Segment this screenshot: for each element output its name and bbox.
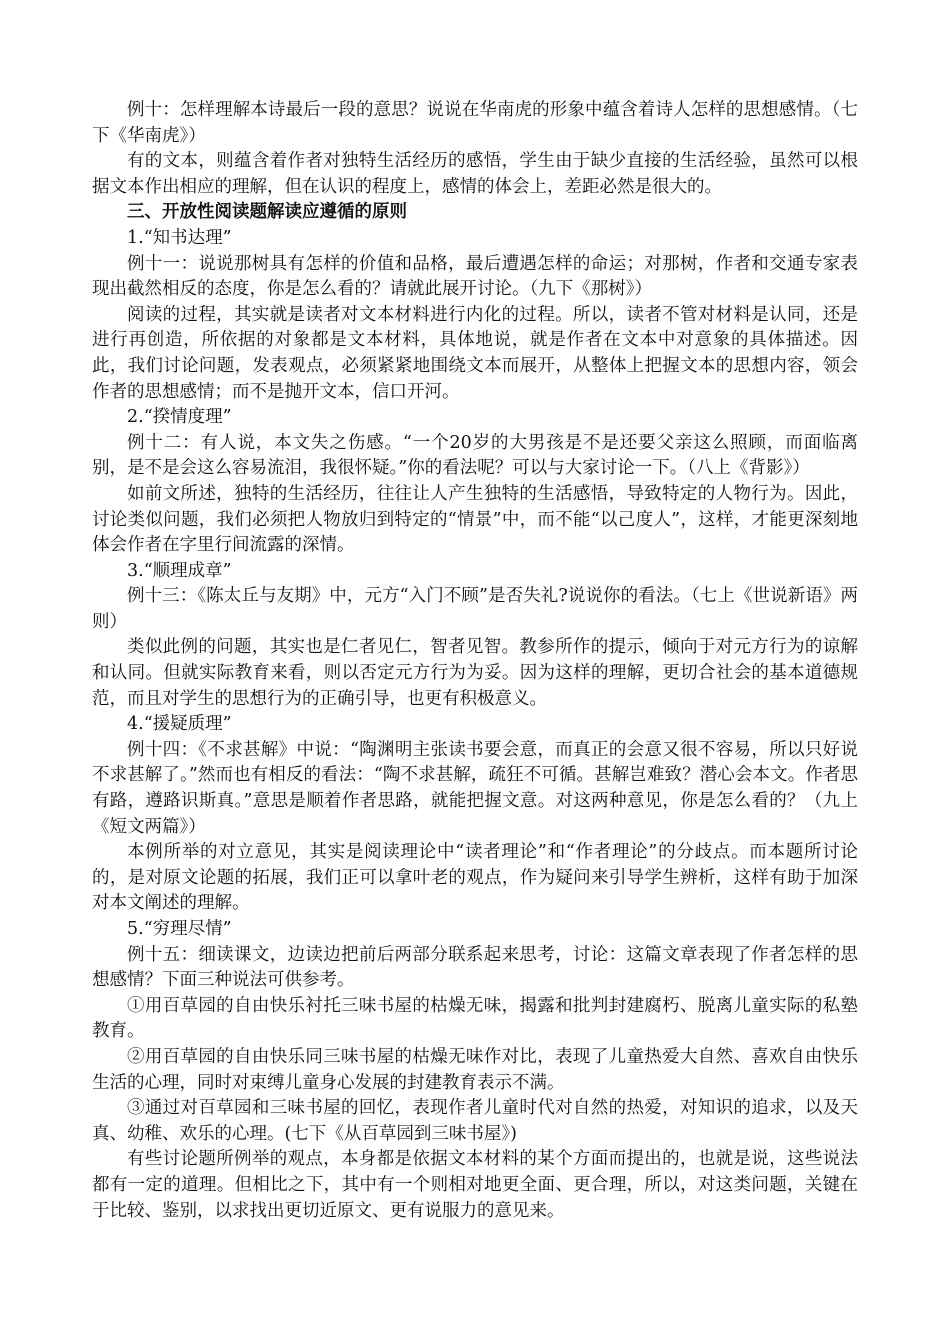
option-2: ②用百草园的自由快乐同三味书屋的枯燥无味作对比，表现了儿童热爱大自然、喜欢自由快乐生活的心理，同时对束缚儿童身心发展的封建教育表示不满。 <box>92 1046 858 1093</box>
paragraph-example-13: 例十三：《陈太丘与友期》中，元方“入门不顾”是否失礼?说说你的看法。（七上《世说新语》两则） <box>92 586 858 632</box>
paragraph-body: 本例所举的对立意见，其实是阅读理论中“读者理论”和“作者理论”的分歧点。而本题所讨论的，是对原文论题的拓展，我们正可以拿叶老的观点，作为疑问来引导学生辨析，这样有助于加深对本文阐述的理解。 <box>92 842 858 914</box>
paragraph-example-12: 例十二：有人说，本文失之伤感。“一个20岁的大男孩是不是还要父亲这么照顾，而面临离别，是不是会这么容易流泪，我很怀疑。”你的看法呢？可以与大家讨论一下。（八上《背影》） <box>92 432 858 479</box>
paragraph-body: 阅读的过程，其实就是读者对文本材料进行内化的过程。所以，读者不管对材料是认同，还是进行再创造，所依据的对象都是文本材料，具体地说，就是作者在文本中对意象的具体描述。因此，我们讨论问题，发表观点，必须紧紧地围绕文本而展开，从整体上把握文本的思想内容，领会作者的思想感情；而不是抛开文本，信口开河。 <box>92 304 858 402</box>
subheading-4: 4.“援疑质理” <box>127 714 232 735</box>
paragraph-body: 类似此例的问题，其实也是仁者见仁，智者见智。教参所作的提示，倾向于对元方行为的谅解和认同。但就实际教育来看，则以否定元方行为为妥。因为这样的理解，更切合社会的基本道德规范，而且对学生的思想行为的正确引导，也更有积极意义。 <box>92 637 858 709</box>
option-1: ①用百草园的自由快乐衬托三味书屋的枯燥无味，揭露和批判封建腐朽、脱离儿童实际的私塾教育。 <box>92 995 858 1042</box>
section-heading: 三、开放性阅读题解读应遵循的原则 <box>127 202 407 223</box>
subheading-2: 2.“揆情度理” <box>127 407 232 428</box>
paragraph-body: 有些讨论题所例举的观点，本身都是依据文本材料的某个方面而提出的，也就是说，这些说法都有一定的道理。但相比之下，其中有一个则相对地更全面、更合理，所以，对这类问题，关键在于比较、鉴别，以求找出更切近原文、更有说服力的意见来。 <box>92 1149 858 1221</box>
subheading-1: 1.“知书达理” <box>127 227 232 248</box>
paragraph-body: 有的文本，则蕴含着作者对独特生活经历的感悟，学生由于缺少直接的生活经验，虽然可以根据文本作出相应的理解，但在认识的程度上，感情的体会上，差距必然是很大的。 <box>92 151 858 197</box>
paragraph-example-15: 例十五：细读课文，边读边把前后两部分联系起来思考，讨论：这篇文章表现了作者怎样的思想感情？下面三种说法可供参考。 <box>92 944 858 991</box>
subheading-5: 5.“穷理尽情” <box>127 919 232 939</box>
option-3: ③通过对百草园和三味书屋的回忆，表现作者儿童时代对自然的热爱，对知识的追求，以及天真、幼稚、欢乐的心理。(七下《从百草园到三味书屋》) <box>92 1098 858 1144</box>
subheading-3: 3.“顺理成章” <box>127 560 232 581</box>
paragraph-example-11: 例十一：说说那树具有怎样的价值和品格，最后遭遇怎样的命运；对那树，作者和交通专家表现出截然相反的态度，你是怎么看的？请就此展开讨论。（九下《那树》） <box>92 253 858 300</box>
paragraph-body: 如前文所述，独特的生活经历，往往让人产生独特的生活感悟，导致特定的人物行为。因此，讨论类似问题，我们必须把人物放归到特定的“情景”中，而不能“以己度人”，这样，才能更深刻地体会作者在字里行间流露的深情。 <box>92 483 858 556</box>
paragraph-example-14: 例十四：《不求甚解》中说：“陶渊明主张读书要会意，而真正的会意又很不容易，所以只好说不求甚解了。”然而也有相反的看法：“陶不求甚解，疏狂不可循。甚解岂难致？潜心会本文。作者思有路，遵路识斯真。”意思是顺着作者思路，就能把握文意。对这两种意见，你是怎么看的？（九上《短文两篇》） <box>92 739 858 837</box>
paragraph-example-10: 例十：怎样理解本诗最后一段的意思？说说在华南虎的形象中蕴含着诗人怎样的思想感情。（七下《华南虎》） <box>92 100 858 146</box>
